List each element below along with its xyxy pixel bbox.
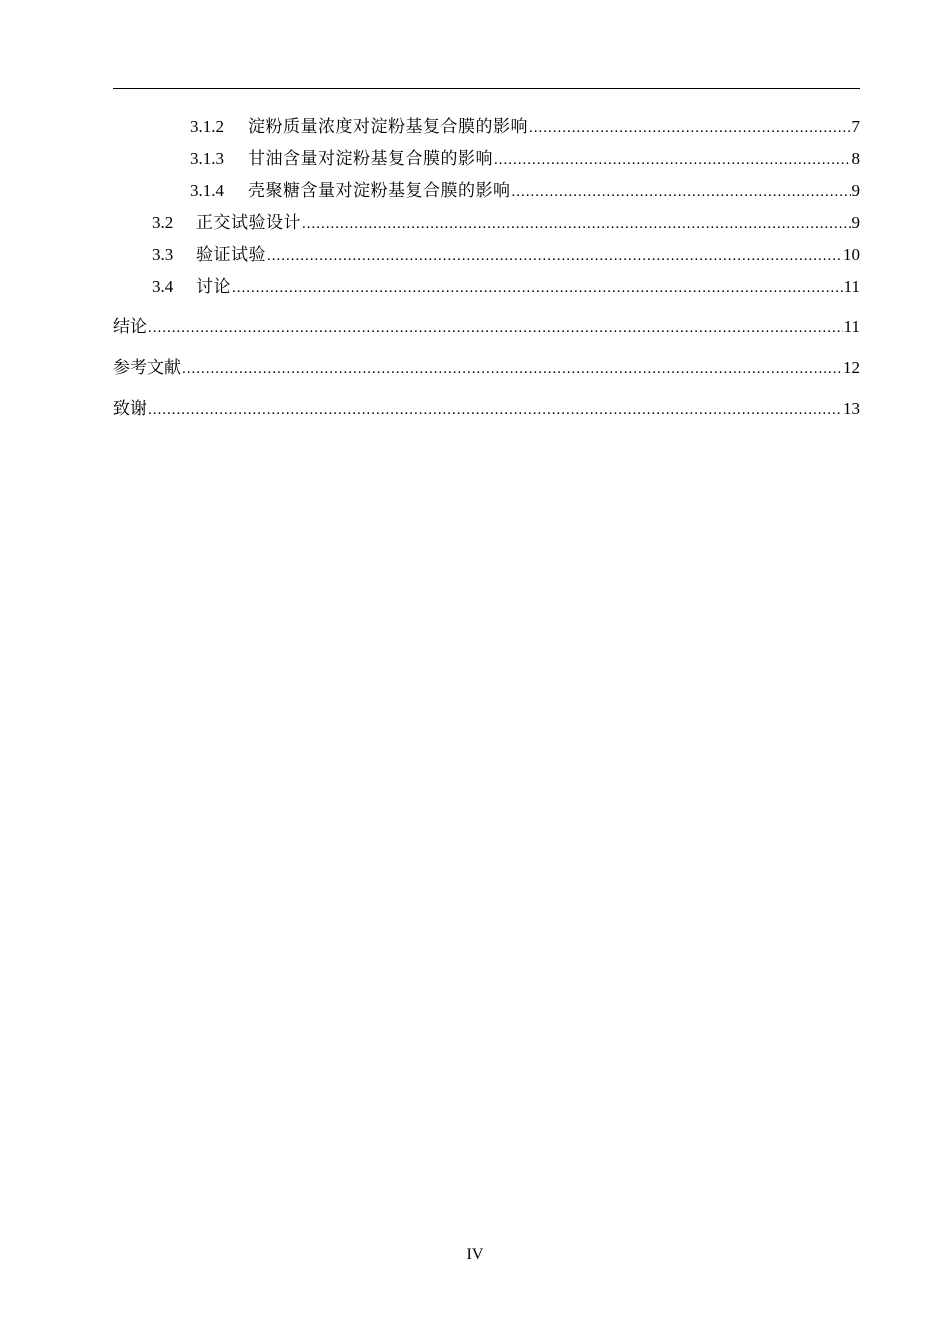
toc-entry-page: 9 (851, 181, 860, 200)
toc-entry-title: 正交试验设计 (196, 213, 301, 232)
toc-entry-page: 13 (843, 399, 860, 418)
toc-leader-dots (512, 181, 851, 203)
page-number: IV (466, 1246, 484, 1263)
toc-entry-number: 3.4 (152, 277, 174, 296)
toc-entry-references[interactable] (113, 357, 860, 398)
toc-leader-dots (302, 213, 851, 235)
toc-entry-title: 壳聚糖含量对淀粉基复合膜的影响 (248, 181, 511, 200)
header-rule (113, 88, 860, 89)
table-of-contents (113, 116, 860, 439)
toc-leader-dots (148, 317, 843, 339)
toc-leader-dots (182, 358, 842, 380)
toc-leader-dots (267, 245, 842, 267)
toc-entry-title: 参考文献 (113, 358, 181, 378)
toc-entry-number: 3.3 (152, 245, 174, 264)
toc-entry-page: 8 (851, 149, 860, 168)
toc-entry-title: 讨论 (196, 277, 231, 296)
toc-entry-page: 11 (843, 277, 860, 296)
toc-entry-number: 3.2 (152, 213, 174, 232)
toc-entry-3-4[interactable] (113, 276, 860, 308)
toc-entry-number: 3.1.3 (190, 149, 224, 168)
toc-entry-title: 淀粉质量浓度对淀粉基复合膜的影响 (248, 117, 528, 136)
toc-entry-page: 10 (843, 245, 860, 264)
toc-entry-page: 9 (851, 213, 860, 232)
toc-entry-3-3[interactable] (113, 244, 860, 276)
toc-entry-page: 7 (851, 117, 860, 136)
toc-entry-page: 12 (843, 358, 860, 377)
toc-entry-number: 3.1.2 (190, 117, 224, 136)
toc-entry-3-1-4[interactable] (113, 180, 860, 212)
toc-entry-title: 结论 (113, 317, 147, 337)
toc-entry-conclusion[interactable] (113, 316, 860, 357)
toc-entry-page: 11 (843, 317, 860, 336)
toc-entry-acknowledgements[interactable] (113, 398, 860, 439)
toc-entry-number: 3.1.4 (190, 181, 224, 200)
toc-entry-title: 致谢 (113, 399, 147, 419)
toc-entry-3-2[interactable] (113, 212, 860, 244)
toc-leader-dots (529, 117, 851, 139)
toc-entry-3-1-3[interactable] (113, 148, 860, 180)
toc-entry-title: 甘油含量对淀粉基复合膜的影响 (248, 149, 493, 168)
toc-leader-dots (148, 399, 842, 421)
toc-leader-dots (494, 149, 851, 171)
toc-entry-3-1-2[interactable] (113, 116, 860, 148)
toc-leader-dots (232, 277, 843, 299)
toc-entry-title: 验证试验 (196, 245, 266, 264)
